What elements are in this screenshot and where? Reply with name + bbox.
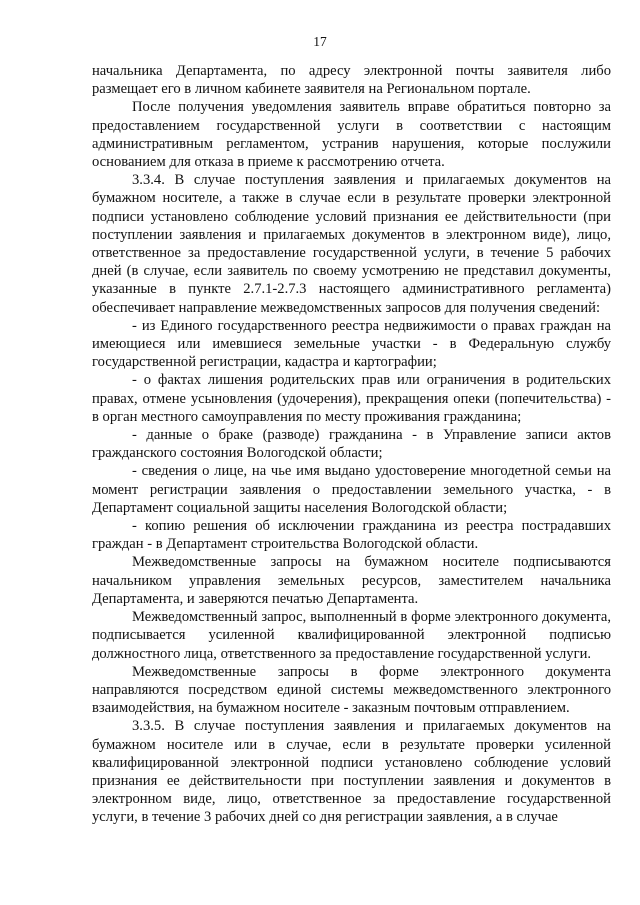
paragraph-electronic-request: Межведомственный запрос, выполненный в форме электронного документа, подписывается усиленной квалифицированной электронной подписью должностного лица, ответственного за предоставление государственной услуги.: [92, 609, 611, 662]
list-item-egrn: - из Единого государственного реестра недвижимости о правах граждан на имеющиеся или имевшиеся земельные участки - в Федеральную службу государственной регистрации, кадастра и картографии;: [92, 317, 611, 371]
list-item-parental-rights: - о фактах лишения родительских прав или ограничения в родительских правах, отмене усыновления (удочерения), прекращения опеки (попечительства) - в орган местного самоуправления по месту проживания гражданина;: [92, 372, 611, 425]
paragraph-request-delivery: Межведомственные запросы в форме электронного документа направляются посредством единой системы межведомственного электронного взаимодействия, на бумажном носителе - заказным почтовым отправлением.: [92, 663, 611, 717]
list-item-affected-citizens: - копию решения об исключении гражданина из реестра пострадавших граждан - в Департамент строительства Вологодской области.: [92, 518, 611, 553]
page-number: 17: [313, 34, 327, 49]
list-item-large-family: - сведения о лице, на чье имя выдано удостоверение многодетной семьи на момент регистрации заявления о предоставлении земельного участка, - в Департамент социальной защиты населения Вологодской области;: [92, 463, 611, 516]
paragraph-3-3-4: 3.3.4. В случае поступления заявления и прилагаемых документов на бумажном носителе, а также в случае если в результате проверки электронной подписи установлено соблюдение условий признания ее действительности (при поступлении заявления и прилагаемых документов в электронном виде), лицо, ответственное за предоставление государственной услуги, в течение 5 рабочих дней (в случае, если заявитель по своему усмотрению не представил документы, указанные в пункте 2.7.1-2.7.3 настоящего административного регламента) обеспечивает направление межведомственных запросов для получения сведений:: [92, 172, 611, 316]
paragraph-continuation: начальника Департамента, по адресу электронной почты заявителя либо размещает его в личном кабинете заявителя на Региональном портале.: [92, 63, 611, 98]
paragraph-paper-requests: Межведомственные запросы на бумажном носителе подписываются начальником управления земельных ресурсов, заместителем начальника Департамента, и заверяются печатью Департамента.: [92, 554, 611, 607]
paragraph-3-3-5: 3.3.5. В случае поступления заявления и прилагаемых документов на бумажном носителе или в случае, если в результате проверки усиленной квалифицированной электронной подписи установлено соблюдение условий признания ее действительности при поступлении заявления и документов в электронном виде, лицо, ответственное за предоставление государственной услуги, в течение 3 рабочих дней со дня регистрации заявления, а в случае: [92, 718, 611, 826]
paragraph-repeat-application: После получения уведомления заявитель вправе обратиться повторно за предоставлением государственной услуги в соответствии с настоящим административным регламентом, устранив нарушения, которые послужили основанием для отказа в приеме к рассмотрению отчета.: [92, 99, 611, 171]
list-item-marriage: - данные о браке (разводе) гражданина - в Управление записи актов гражданского состояния Вологодской области;: [92, 427, 611, 462]
document-body: [92, 62, 611, 827]
